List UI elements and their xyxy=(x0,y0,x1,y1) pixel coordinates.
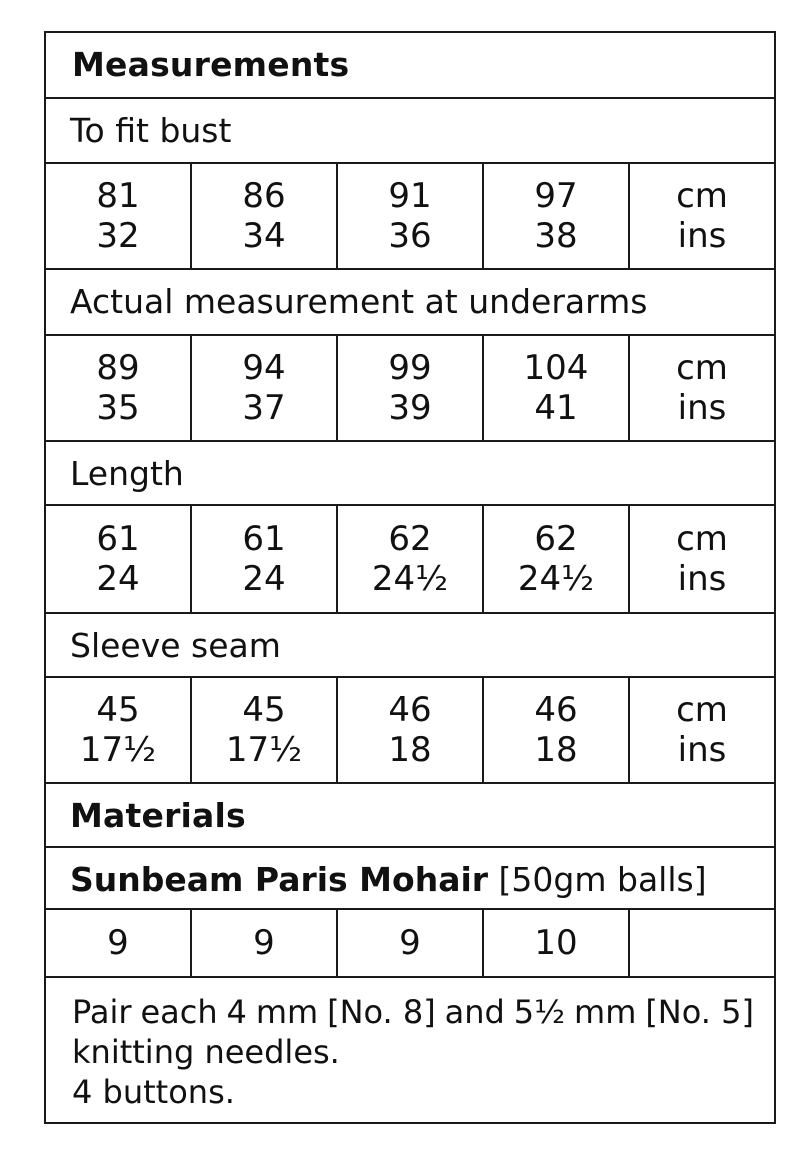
length-ins-2: 24 xyxy=(242,559,286,599)
needles-word-1: Pair xyxy=(72,993,132,1031)
sleeve-cell-2 xyxy=(192,678,338,782)
yarn-qty-value-1: 9 xyxy=(107,923,129,963)
length-cm-4: 62 xyxy=(534,519,578,559)
needles-word-9: [No. 5] xyxy=(645,993,754,1031)
sleeve-ins-3: 18 xyxy=(388,730,432,770)
length-unit-ins: ins xyxy=(677,559,727,599)
bust-cell-1 xyxy=(46,164,192,268)
bust-cm-1: 81 xyxy=(96,176,140,216)
sleeve-unit-cell xyxy=(630,678,774,782)
underarm-cm-3: 99 xyxy=(388,348,432,388)
underarm-label-row xyxy=(46,270,774,336)
sleeve-ins-2: 17½ xyxy=(225,730,303,770)
yarn-qty-3 xyxy=(338,910,484,976)
bust-ins-1: 32 xyxy=(96,216,140,256)
bust-unit-cell xyxy=(630,164,774,268)
bust-cell-3 xyxy=(338,164,484,268)
underarm-cell-1 xyxy=(46,336,192,440)
bust-ins-2: 34 xyxy=(242,216,286,256)
underarm-cell-2 xyxy=(192,336,338,440)
length-ins-3: 24½ xyxy=(371,559,449,599)
sleeve-cm-2: 45 xyxy=(242,690,286,730)
underarm-cell-4 xyxy=(484,336,630,440)
yarn-name: Sunbeam Paris Mohair xyxy=(70,860,489,899)
length-cell-4 xyxy=(484,506,630,612)
length-cm-1: 61 xyxy=(96,519,140,559)
bust-cm-2: 86 xyxy=(242,176,286,216)
yarn-qty-value-3: 9 xyxy=(399,923,421,963)
length-cm-3: 62 xyxy=(388,519,432,559)
needles-word-3: 4 xyxy=(226,993,247,1031)
needles-word-7: 5½ xyxy=(513,993,566,1031)
underarm-cm-4: 104 xyxy=(523,348,589,388)
yarn-qty-value-4: 10 xyxy=(534,923,578,963)
sleeve-ins-4: 18 xyxy=(534,730,578,770)
sleeve-cell-1 xyxy=(46,678,192,782)
bust-label: To fit bust xyxy=(70,111,232,150)
yarn-title xyxy=(70,860,707,899)
length-cm-2: 61 xyxy=(242,519,286,559)
length-unit-cell xyxy=(630,506,774,612)
underarm-label: Actual measurement at underarms xyxy=(70,282,648,321)
yarn-qty-5 xyxy=(630,910,774,976)
bust-unit-cm: cm xyxy=(676,176,728,216)
measurements-heading: Measurements xyxy=(72,45,350,84)
notes-text xyxy=(72,992,754,1112)
bust-unit-ins: ins xyxy=(677,216,727,256)
underarm-ins-3: 39 xyxy=(388,388,432,428)
sleeve-unit-ins: ins xyxy=(677,730,727,770)
sleeve-label: Sleeve seam xyxy=(70,626,281,665)
length-cell-1 xyxy=(46,506,192,612)
bust-ins-3: 36 xyxy=(388,216,432,256)
bust-cell-4 xyxy=(484,164,630,268)
bust-cm-3: 91 xyxy=(388,176,432,216)
length-cell-2 xyxy=(192,506,338,612)
needles-word-4: mm xyxy=(255,993,319,1031)
yarn-qty-value-2: 9 xyxy=(253,923,275,963)
length-ins-4: 24½ xyxy=(517,559,595,599)
length-cell-3 xyxy=(338,506,484,612)
yarn-qty-2 xyxy=(192,910,338,976)
underarm-unit-cm: cm xyxy=(676,348,728,388)
yarn-qty-1 xyxy=(46,910,192,976)
sleeve-ins-1: 17½ xyxy=(79,730,157,770)
length-label: Length xyxy=(70,454,184,493)
notes-row xyxy=(46,978,774,1122)
needles-word-8: mm xyxy=(574,993,637,1031)
underarm-values-row xyxy=(46,336,774,442)
yarn-row xyxy=(46,848,774,910)
bust-label-row xyxy=(46,99,774,164)
needles-line xyxy=(72,992,754,1032)
yarn-quantity-row xyxy=(46,910,774,978)
sleeve-cm-4: 46 xyxy=(534,690,578,730)
sleeve-unit-cm: cm xyxy=(676,690,728,730)
materials-heading: Materials xyxy=(70,796,246,835)
bust-cm-4: 97 xyxy=(534,176,578,216)
bust-ins-4: 38 xyxy=(534,216,578,256)
needles-line-2: knitting needles. xyxy=(72,1033,340,1071)
underarm-cm-2: 94 xyxy=(242,348,286,388)
underarm-ins-1: 35 xyxy=(96,388,140,428)
yarn-qty-4 xyxy=(484,910,630,976)
sleeve-cm-3: 46 xyxy=(388,690,432,730)
bust-values-row xyxy=(46,164,774,270)
buttons-line: 4 buttons. xyxy=(72,1073,235,1111)
needles-word-2: each xyxy=(140,993,218,1031)
yarn-unit: [50gm balls] xyxy=(498,860,707,899)
sleeve-cell-4 xyxy=(484,678,630,782)
length-unit-cm: cm xyxy=(676,519,728,559)
underarm-cm-1: 89 xyxy=(96,348,140,388)
length-values-row xyxy=(46,506,774,614)
underarm-ins-2: 37 xyxy=(242,388,286,428)
measurements-heading-row xyxy=(46,33,774,99)
sleeve-values-row xyxy=(46,678,774,784)
underarm-unit-cell xyxy=(630,336,774,440)
sleeve-label-row xyxy=(46,614,774,678)
underarm-ins-4: 41 xyxy=(534,388,578,428)
sleeve-cm-1: 45 xyxy=(96,690,140,730)
length-label-row xyxy=(46,442,774,506)
sleeve-cell-3 xyxy=(338,678,484,782)
needles-word-6: and xyxy=(444,993,505,1031)
underarm-cell-3 xyxy=(338,336,484,440)
bust-cell-2 xyxy=(192,164,338,268)
underarm-unit-ins: ins xyxy=(677,388,727,428)
needles-word-5: [No. 8] xyxy=(327,993,436,1031)
measurements-table xyxy=(44,31,776,1124)
length-ins-1: 24 xyxy=(96,559,140,599)
materials-heading-row xyxy=(46,784,774,848)
